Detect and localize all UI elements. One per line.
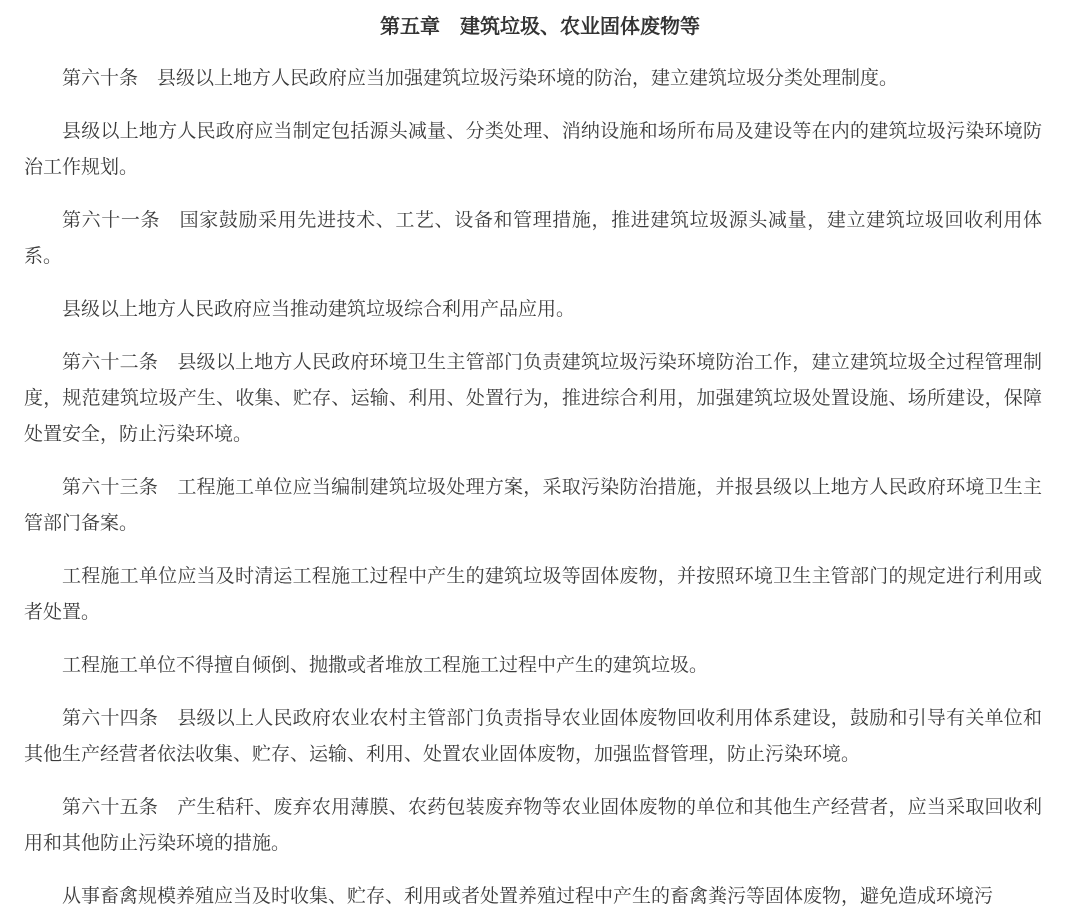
paragraph-article-64: 第六十四条 县级以上人民政府农业农村主管部门负责指导农业固体废物回收利用体系建设，鼓励和引导有关单位和其他生产经营者依法收集、贮存、运输、利用、处置农业固体废物，加强监督管理，防止污染环境。 — [24, 707, 1042, 765]
paragraph-article-61: 第六十一条 国家鼓励采用先进技术、工艺、设备和管理措施，推进建筑垃圾源头减量，建立建筑垃圾回收利用体系。 — [24, 209, 1042, 267]
paragraph-article-63-clearance: 工程施工单位应当及时清运工程施工过程中产生的建筑垃圾等固体废物，并按照环境卫生主管部门的规定进行利用或者处置。 — [24, 565, 1042, 623]
chapter-title: 第五章 建筑垃圾、农业固体废物等 — [380, 14, 700, 38]
paragraph-article-60: 第六十条 县级以上地方人民政府应当加强建筑垃圾污染环境的防治，建立建筑垃圾分类处理制度。 — [62, 67, 899, 89]
paragraph-article-61-products: 县级以上地方人民政府应当推动建筑垃圾综合利用产品应用。 — [62, 298, 576, 320]
paragraph-article-62: 第六十二条 县级以上地方人民政府环境卫生主管部门负责建筑垃圾污染环境防治工作，建立建筑垃圾全过程管理制度，规范建筑垃圾产生、收集、贮存、运输、利用、处置行为，推进综合利用，加强建筑垃圾处置设施、场所建设，保障处置安全，防止污染环境。 — [24, 351, 1042, 445]
paragraph-article-65: 第六十五条 产生秸秆、废弃农用薄膜、农药包装废弃物等农业固体废物的单位和其他生产经营者，应当采取回收利用和其他防止污染环境的措施。 — [24, 796, 1042, 854]
paragraph-article-60-planning: 县级以上地方人民政府应当制定包括源头减量、分类处理、消纳设施和场所布局及建设等在内的建筑垃圾污染环境防治工作规划。 — [24, 120, 1042, 178]
paragraph-article-63: 第六十三条 工程施工单位应当编制建筑垃圾处理方案，采取污染防治措施，并报县级以上地方人民政府环境卫生主管部门备案。 — [24, 476, 1042, 534]
paragraph-article-65-livestock: 从事畜禽规模养殖应当及时收集、贮存、利用或者处置养殖过程中产生的畜禽粪污等固体废物，避免造成环境污 — [62, 885, 994, 907]
paragraph-article-63-prohibition: 工程施工单位不得擅自倾倒、抛撒或者堆放工程施工过程中产生的建筑垃圾。 — [62, 654, 709, 676]
